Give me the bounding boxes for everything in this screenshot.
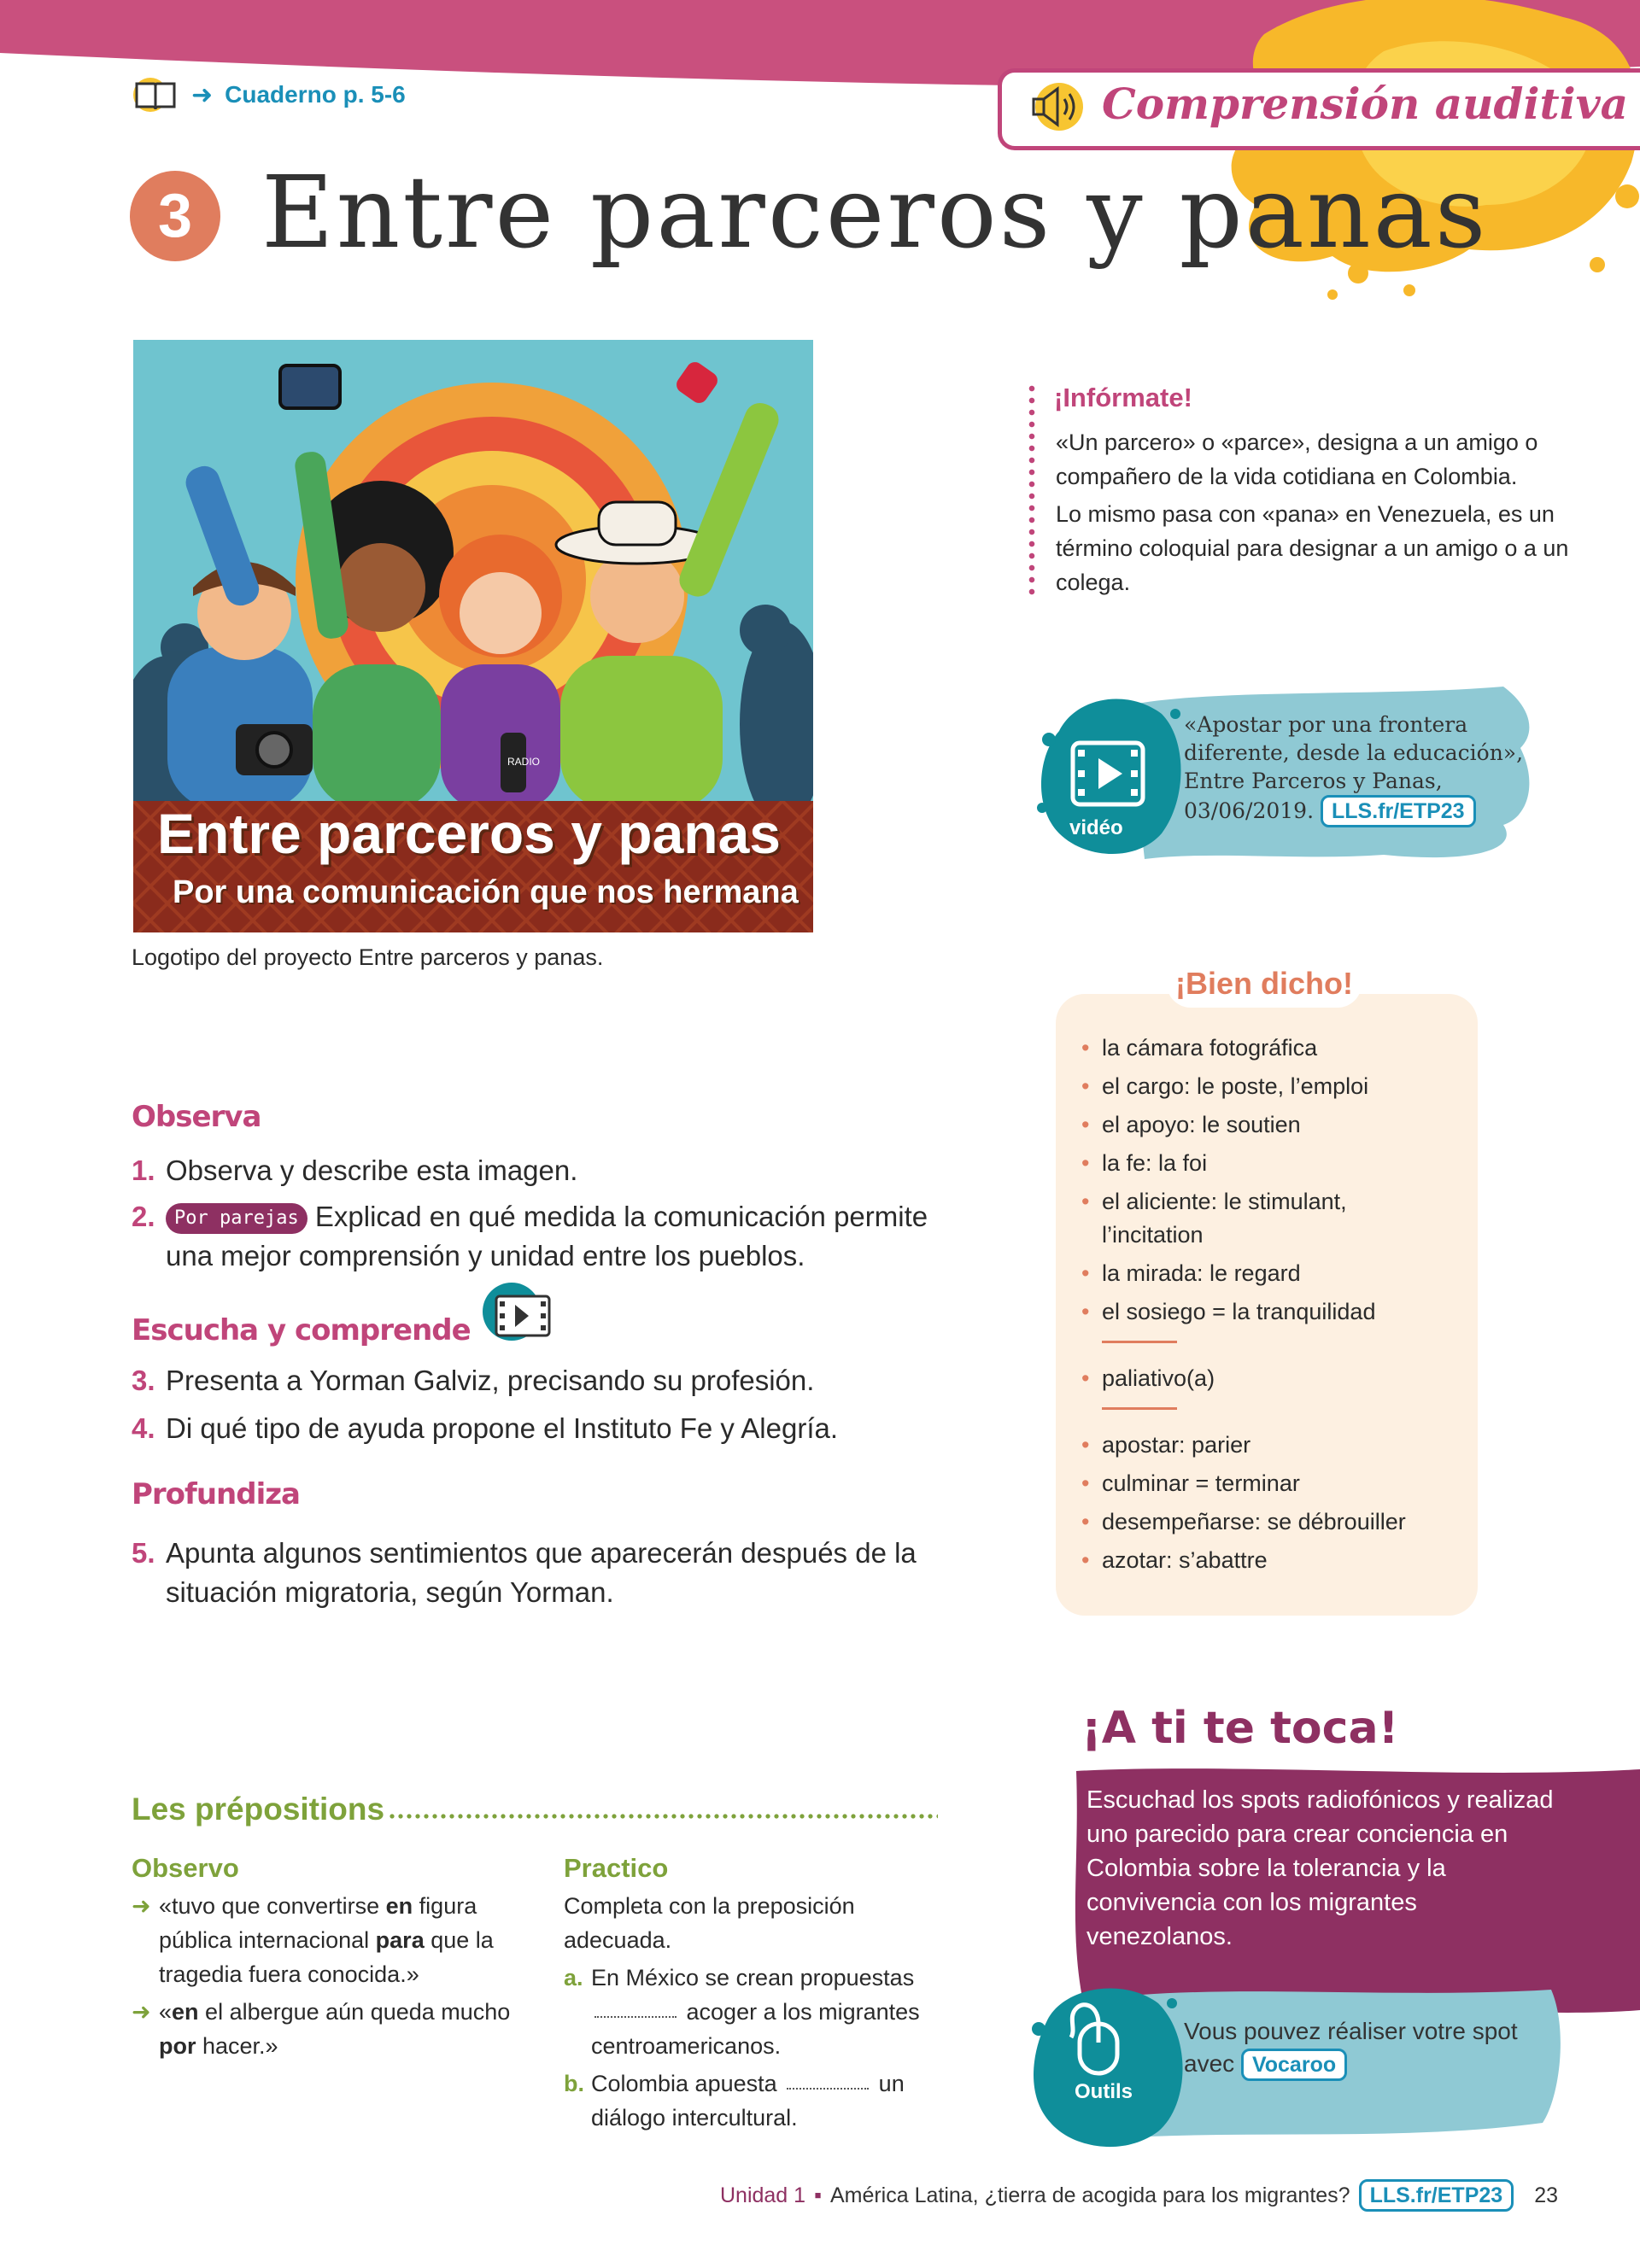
speaker-icon [1028, 79, 1085, 135]
pair-work-tag: Por parejas [166, 1203, 308, 1234]
vocaroo-link[interactable]: Vocaroo [1241, 2049, 1347, 2081]
divider [1102, 1341, 1177, 1343]
example-text: el albergue aún queda mucho [198, 1999, 511, 2025]
preposition: para [375, 1927, 425, 1953]
video-icon[interactable] [481, 1281, 554, 1346]
section-heading: Escucha y comprende [132, 1312, 471, 1347]
cuaderno-label: Cuaderno p. 5-6 [225, 81, 406, 108]
vocab-item: • desempeñarse: se débrouiller [1081, 1505, 1454, 1539]
exercise-text: acoger a los migrantes centroamericanos. [591, 1999, 920, 2059]
escucha-section [132, 1281, 934, 1347]
mouse-icon [1059, 1995, 1136, 2077]
vocab-item: • paliativo(a) [1081, 1362, 1454, 1395]
video-link[interactable]: LLS.fr/ETP23 [1321, 795, 1476, 827]
vocabulary-list [1081, 1362, 1454, 1395]
question-text: Explicad en qué medida la comunicación permite una mejor comprensión y unidad entre los pueblos. [166, 1201, 928, 1271]
page-footer [720, 2179, 1558, 2212]
arrow-icon: ➜ [132, 1999, 151, 2025]
section-heading: Observa [132, 1100, 261, 1134]
vocab-item: • el sosiego = la tranquilidad [1081, 1295, 1454, 1329]
lesson-number: 3 [130, 171, 220, 261]
exercise-item [564, 2066, 922, 2135]
vocab-item: • la cámara fotográfica [1081, 1032, 1454, 1065]
informate-paragraph: «Un parcero» o «parce», designa a un amigo o compañero de la vida cotidiana en Colombia. [1056, 430, 1538, 489]
page-number: 23 [1534, 2183, 1558, 2207]
arrow-icon: ➜ [132, 1893, 151, 1919]
arrow-icon: ➜ [191, 80, 214, 109]
answer-blank[interactable] [787, 2086, 869, 2090]
tools-label: Outils [1075, 2080, 1133, 2103]
divider [1102, 1407, 1177, 1410]
example-text: « [159, 1999, 173, 2025]
a-ti-te-toca-title: ¡A ti te toca! [1081, 1703, 1399, 1754]
vocab-item: • la fe: la foi [1081, 1147, 1454, 1180]
observa-section [132, 1100, 934, 1134]
section-title: Comprensión auditiva [1102, 79, 1629, 129]
vocab-item: • apostar: parier [1081, 1429, 1454, 1462]
example-item [132, 1995, 524, 2063]
question-number: 1. [132, 1154, 155, 1186]
question-1 [132, 1151, 934, 1190]
dotted-rule [388, 1814, 938, 1819]
example-text: figura pública internacional [159, 1893, 477, 1953]
practico-instructions: Completa con la preposición adecuada. [564, 1893, 855, 1953]
video-play-icon [1069, 739, 1146, 808]
observo-column [132, 1853, 524, 2066]
poster-title: Entre parceros y panas [157, 802, 781, 865]
question-text: Di qué tipo de ayuda propone el Instituto Fe y Alegría. [166, 1412, 839, 1444]
separator-icon: ▪ [814, 2183, 822, 2207]
exercise-text: un diálogo intercultural. [591, 2071, 905, 2131]
task-instructions: Escuchad los spots radiofónicos y realizad uno parecido para crear conciencia en Colombia sobre la tolerancia y la convivencia con los migrantes venezolanos. [1086, 1786, 1554, 1950]
preposition: en [172, 1999, 199, 2025]
profundiza-section [132, 1477, 934, 1511]
dotted-divider [1028, 383, 1035, 596]
informate-paragraph: Lo mismo pasa con «pana» en Venezuela, es un término coloquial para designar a un amigo o a un colega. [1056, 501, 1569, 595]
observo-title: Observo [132, 1853, 239, 1883]
example-text: que la tragedia fuera conocida.» [159, 1927, 494, 1987]
video-description [1184, 710, 1526, 827]
answer-blank[interactable] [594, 2014, 676, 2018]
exercise-text: En México se crean propuestas [591, 1965, 915, 1990]
poster-subtitle: Por una comunicación que nos hermana [173, 874, 799, 910]
vocab-item: • el aliciente: le stimulant, l’incitation [1081, 1185, 1454, 1252]
vocab-item: • el cargo: le poste, l’emploi [1081, 1070, 1454, 1103]
cuaderno-reference[interactable] [132, 75, 406, 114]
vocabulary-list [1081, 1429, 1454, 1577]
vocab-item: • culminar = terminar [1081, 1467, 1454, 1500]
question-text: Observa y describe esta imagen. [166, 1154, 578, 1186]
preposition: en [385, 1893, 413, 1919]
question-number: 4. [132, 1412, 155, 1444]
tools-text [1184, 2015, 1543, 2081]
vocabulary-box [1056, 994, 1478, 1616]
informate-box [1028, 383, 1575, 599]
practico-column [564, 1853, 922, 2138]
practico-title: Practico [564, 1853, 669, 1883]
page-title: Entre parceros y panas [261, 155, 1489, 271]
bien-dicho-title: ¡Bien dicho! [1167, 960, 1362, 1008]
section-heading: Profundiza [132, 1477, 300, 1511]
video-label: vidéo [1069, 816, 1123, 839]
preposition: por [159, 2033, 196, 2059]
grammar-title: Les prépositions [132, 1792, 385, 1827]
vocab-item: • azotar: s’abattre [1081, 1544, 1454, 1577]
question-number: 2. [132, 1201, 155, 1232]
book-icon [132, 75, 179, 114]
question-number: 5. [132, 1537, 155, 1569]
vocab-item: • la mirada: le regard [1081, 1257, 1454, 1290]
example-text: «tuvo que convertirse [159, 1893, 386, 1919]
tools-sentence: Vous pouvez réaliser votre spot avec [1184, 2018, 1518, 2077]
item-letter: a. [564, 1965, 583, 1990]
footer-link[interactable]: LLS.fr/ETP23 [1359, 2179, 1514, 2212]
vocabulary-list [1081, 1032, 1454, 1329]
question-3 [132, 1361, 934, 1400]
question-5 [132, 1534, 934, 1612]
informate-title: ¡Infórmate! [1054, 383, 1192, 412]
example-item [132, 1889, 524, 1991]
question-number: 3. [132, 1365, 155, 1396]
image-caption: Logotipo del proyecto Entre parceros y panas. [132, 944, 604, 970]
example-text: hacer.» [196, 2033, 278, 2059]
question-text: Presenta a Yorman Galviz, precisando su profesión. [166, 1365, 815, 1396]
project-poster [133, 340, 813, 932]
video-text: «Apostar por una frontera diferente, desde la educación», Entre Parceros y Panas, 03/06/2019. [1184, 712, 1524, 823]
unit-label: Unidad 1 [719, 2183, 806, 2207]
radio-label: RADIO [507, 756, 541, 768]
question-4 [132, 1409, 934, 1448]
video-resource[interactable] [1025, 680, 1541, 869]
vocab-item: • el apoyo: le soutien [1081, 1108, 1454, 1142]
item-letter: b. [564, 2071, 584, 2096]
question-2 [132, 1197, 934, 1276]
question-text: Apunta algunos sentimientos que aparecerán después de la situación migratoria, según Yorman. [166, 1537, 917, 1608]
unit-title: América Latina, ¿tierra de acogida para los migrantes? [829, 2183, 1350, 2207]
exercise-text: Colombia apuesta [591, 2071, 777, 2096]
exercise-item [564, 1961, 922, 2063]
